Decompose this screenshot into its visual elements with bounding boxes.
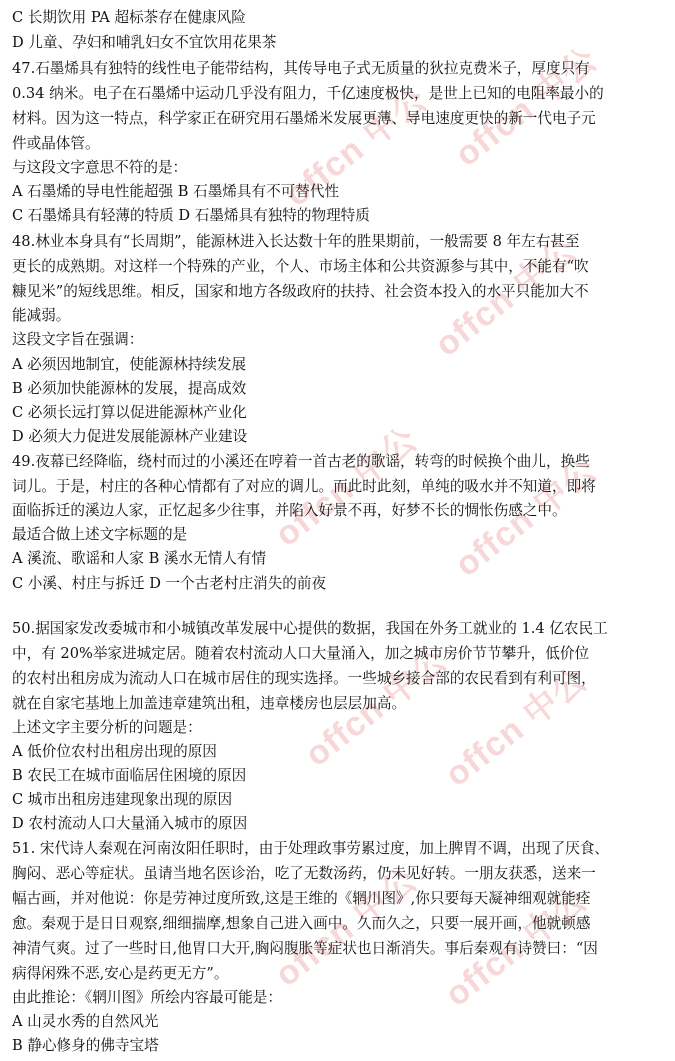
question-48-prompt: 这段文字旨在强调： (12, 331, 144, 348)
question-49-prompt: 最适合做上述文字标题的是 (12, 526, 188, 543)
question-47-prompt: 与这段文字意思不符的是： (12, 159, 188, 176)
question-47-text: 47.石墨烯具有独特的线性电子能带结构，其传导电子式无质量的狄拉克费米子，厚度只有 (12, 60, 590, 77)
question-47-text: 件或晶体管。 (12, 135, 100, 152)
question-51-text: 51. 宋代诗人秦观在河南汝阳任职时，由于处理政事劳累过度，加上脾胃不调，出现了厌食、 (12, 840, 610, 857)
question-48-text: 更长的成熟期。对这样一个特殊的产业，个人、市场主体和公共资源参与其中，不能有“吹 (12, 258, 589, 275)
option-line: A 低价位农村出租房出现的原因 (12, 743, 217, 760)
question-48-text: 48.林业本身具有“长周期”，能源林进入长达数十年的胜果期前，一般需要 8 年左右甚至 (12, 233, 580, 250)
option-line: D 农村流动人口大量涌入城市的原因 (12, 815, 248, 832)
option-line: B 必须加快能源林的发展，提高成效 (12, 380, 247, 397)
option-line: C 小溪、村庄与拆迁 D 一个古老村庄消失的前夜 (12, 575, 327, 592)
question-51-text: 神清气爽。过了一些时日,他胃口大开,胸闷腹胀等症状也日渐消失。事后秦观有诗赞曰：“因 (12, 940, 598, 957)
option-line: A 必须因地制宜，使能源林持续发展 (12, 356, 247, 373)
option-line: A 溪流、歌谣和人家 B 溪水无情人有情 (12, 550, 267, 567)
option-line: D 必须大力促进发展能源林产业建设 (12, 428, 248, 445)
question-47-text: 材料。因为这一特点，科学家正在研究用石墨烯米发展更薄、导电速度更快的新一代电子元 (12, 110, 596, 127)
question-47-text: 0.34 纳米。电子在石墨烯中运动几乎没有阻力，千亿速度极快，是世上已知的电阻率最小的 (12, 85, 604, 102)
watermark-logo: offcn 中公 (268, 860, 425, 995)
watermark-logo: offcn 中公 (268, 420, 425, 555)
option-line: A 山灵水秀的自然风光 (12, 1013, 159, 1030)
option-line: B 农民工在城市面临居住困境的原因 (12, 767, 247, 784)
watermark-logo: offcn 中公 (438, 880, 595, 1015)
question-49-text: 词儿。于是，村庄的各种心情都有了对应的调儿。而此时此刻，单纯的吸水并不知道，即将 (12, 478, 596, 495)
option-line: C 城市出租房违建现象出现的原因 (12, 791, 233, 808)
question-48-text: 能减弱。 (12, 307, 71, 324)
option-line: C 长期饮用 PA 超标茶存在健康风险 (12, 9, 246, 26)
question-48-text: 糠见米”的短线思维。相反，国家和地方各级政府的扶持、社会资本投入的水平只能加大不 (12, 283, 589, 300)
question-50-text: 的农村出租房成为流动人口在城市居住的现实选择。一些城乡接合部的农民看到有利可图， (12, 670, 596, 687)
question-49-text: 面临拆迁的溪边人家，正忆起多少往事，并陷入好景不再，好梦不长的惆怅伤感之中。 (12, 502, 567, 519)
option-line: C 必须长远打算以促进能源林产业化 (12, 404, 247, 421)
watermark-logo: offcn 中公 (428, 230, 585, 365)
option-line: A 石墨烯的导电性能超强 B 石墨烯具有不可替代性 (12, 183, 340, 200)
question-51-prompt: 由此推论：《辋川图》所绘内容最可能是： (12, 989, 282, 1006)
watermark-logo: offcn 中公 (278, 80, 435, 215)
option-line: D 儿童、孕妇和哺乳妇女不宜饮用花果茶 (12, 34, 277, 51)
question-51-text: 病得闲殊不恶,安心是药更无方”。 (12, 965, 229, 982)
watermark-logo: offcn 中公 (448, 40, 605, 175)
question-50-text: 中，有 20%举家进城定居。随着农村流动人口大量涌入，加之城市房价节节攀升，低价位 (12, 645, 590, 662)
option-line: C 石墨烯具有轻薄的特质 D 石墨烯具有独特的物理特质 (12, 207, 370, 224)
question-50-prompt: 上述文字主要分析的问题是： (12, 719, 202, 736)
question-49-text: 49.夜幕已经降临，绕村而过的小溪还在哼着一首古老的歌谣，转弯的时候换个曲儿，换些 (12, 453, 590, 470)
watermark-logo: offcn 中公 (438, 660, 595, 795)
option-line: B 静心修身的佛寺宝塔 (12, 1037, 159, 1054)
question-50-text: 就在自家宅基地上加盖违章建筑出租，违章楼房也层层加高。 (12, 695, 407, 712)
watermark-logo: offcn 中公 (448, 450, 605, 585)
watermark-logo: offcn 中公 (298, 640, 455, 775)
question-51-text: 胸闷、恶心等症状。虽请当地名医诊治，吃了无数汤药，仍未见好转。一朋友获悉，送来一 (12, 865, 596, 882)
question-51-text: 愈。秦观于是日日观察,细细揣摩,想象自己进入画中。久而久之，只要一展开画，他就顿感 (12, 915, 591, 932)
question-50-text: 50.据国家发改委城市和小城镇改革发展中心提供的数据，我国在外务工就业的 1.4 亿农民工 (12, 620, 608, 637)
question-51-text: 幅古画，并对他说：你是劳神过度所致,这是王维的《辋川图》,你只要每天凝神细观就能痊 (12, 890, 591, 907)
